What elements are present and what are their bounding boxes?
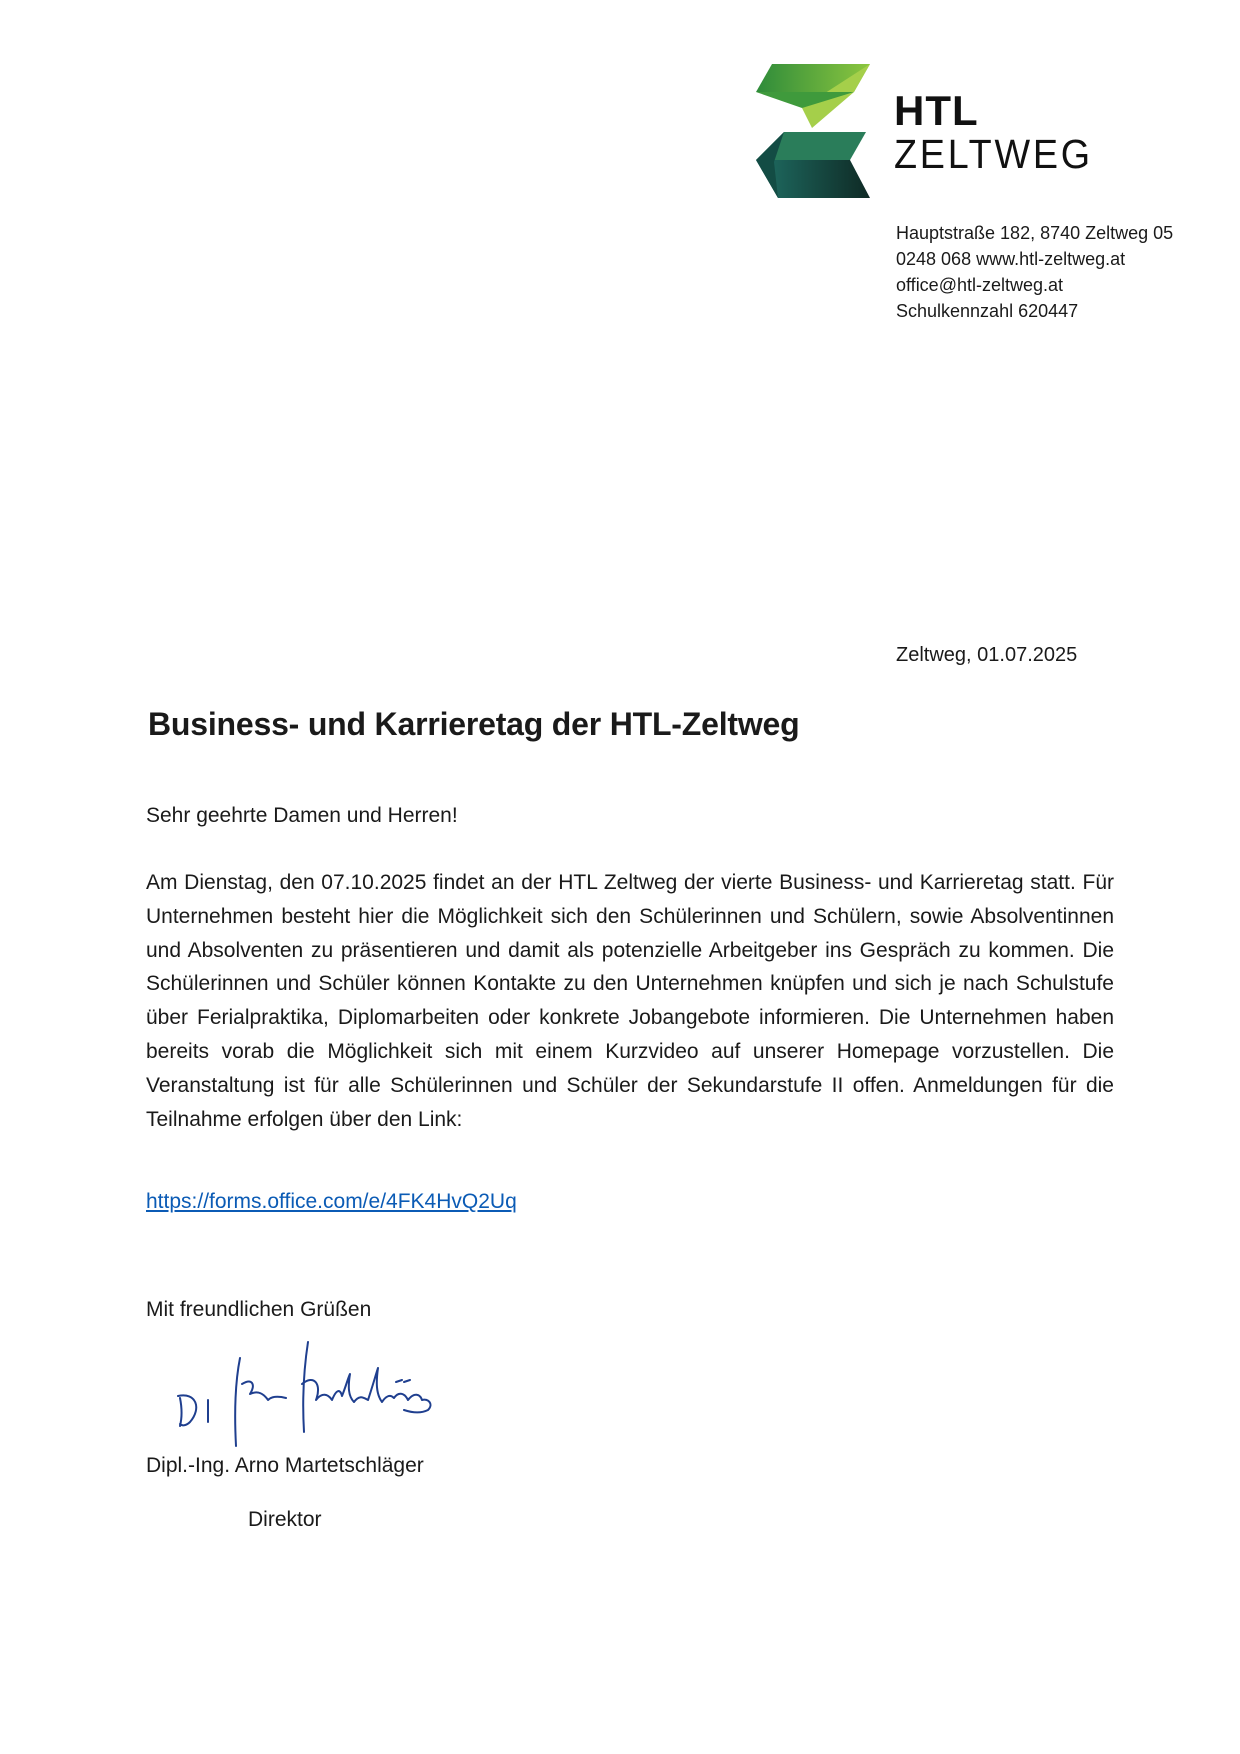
htl-logo-icon [754,62,874,202]
salutation: Sehr geehrte Damen und Herren! [146,804,458,827]
logo-text-htl: HTL [894,87,979,134]
letter-date: Zeltweg, 01.07.2025 [896,644,1078,666]
signer-role: Direktor [248,1508,322,1531]
registration-link[interactable]: https://forms.office.com/e/4FK4HvQ2Uq [146,1190,517,1213]
handwritten-signature [172,1338,462,1448]
signer-name: Dipl.-Ing. Arno Martetschläger [146,1454,424,1477]
school-logo [754,62,1094,206]
school-address: Hauptstraße 182, 8740 Zeltweg 05 0248 068 www.htl-zeltweg.at office@htl-zeltweg.at Schulkennzahl 620447 [896,223,1174,321]
letter-title: Business- und Karrieretag der HTL-Zeltweg [148,706,800,742]
closing-phrase: Mit freundlichen Grüßen [146,1298,372,1321]
logo-text-zeltweg: ZELTWEG [894,131,1093,177]
letter-body: Am Dienstag, den 07.10.2025 findet an der HTL Zeltweg der vierte Business- und Karrieretag statt. Für Unternehmen besteht hier die Möglichkeit sich den Schülerinnen und Schülern, sowie Absolventinnen und Absolventen zu präsentieren und damit als potenzielle Arbeitgeber ins Gespräch zu kommen. Die Schülerinnen und Schüler können Kontakte zu den Unternehmen knüpfen und sich je nach Schulstufe über Ferialpraktika, Diplomarbeiten oder konkrete Jobangebote informieren. Die Unternehmen haben bereits vorab die Möglichkeit sich mit einem Kurzvideo auf unserer Homepage vorzustellen. Die Veranstaltung ist für alle Schülerinnen und Schüler der Sekundarstufe II offen. Anmeldungen für die Teilnahme erfolgen über den Link: [146,871,1114,1131]
